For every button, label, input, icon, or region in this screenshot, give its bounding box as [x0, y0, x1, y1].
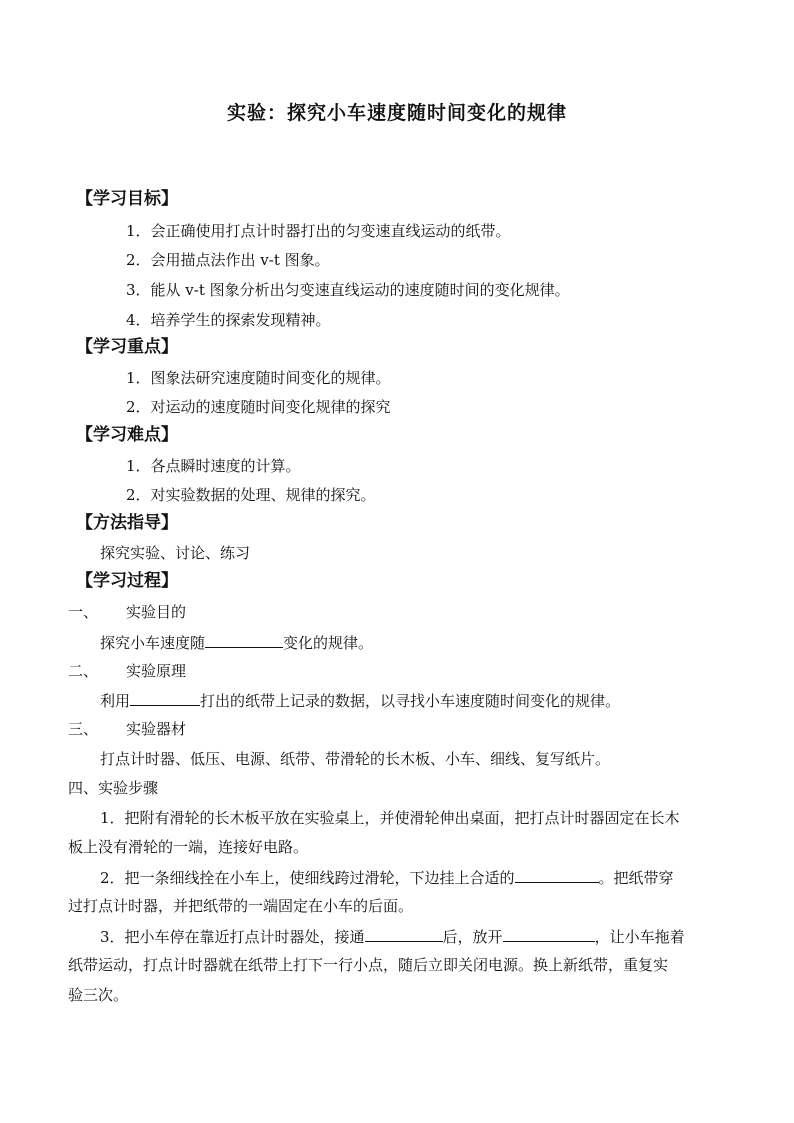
key-points-heading: 【学习重点】	[76, 337, 178, 357]
difficulty-item: 2．对实验数据的处理、规律的探究。	[126, 486, 376, 504]
step3-text-a: 3．把小车停在靠近打点计时器处，接通	[100, 928, 365, 946]
purpose-heading	[68, 601, 186, 623]
objective-item: 1．会正确使用打点计时器打出的匀变速直线运动的纸带。	[126, 222, 511, 240]
equipment-heading	[68, 718, 186, 740]
steps-heading: 四、实验步骤	[68, 779, 159, 797]
step3-line2: 纸带运动，打点计时器就在纸带上打下一行小点，随后立即关闭电源。换上新纸带，重复实	[68, 956, 669, 974]
difficulties-heading: 【学习难点】	[76, 425, 178, 445]
step2-line2: 过打点计时器，并把纸带的一端固定在小车的后面。	[68, 897, 414, 915]
purpose-text-after: 变化的规律。	[283, 634, 374, 652]
principle-heading	[68, 660, 186, 682]
principle-number: 二、	[68, 662, 99, 680]
principle-title: 实验原理	[126, 662, 187, 680]
step3-blank-release[interactable]	[503, 925, 595, 942]
step2-text-before: 2．把一条细线拴在小车上，使细线跨过滑轮，下边挂上合适的	[100, 869, 515, 887]
equipment-text: 打点计时器、低压、电源、纸带、带滑轮的长木板、小车、细线、复写纸片。	[100, 750, 611, 768]
method-text: 探究实验、讨论、练习	[100, 544, 251, 562]
step3-text-c: ，让小车拖着	[594, 928, 685, 946]
objective-item: 2．会用描点法作出 v-t 图象。	[126, 251, 330, 269]
principle-blank[interactable]	[130, 689, 200, 706]
step2-blank[interactable]	[515, 866, 599, 883]
step2-line1	[100, 866, 674, 889]
objectives-heading: 【学习目标】	[76, 189, 178, 209]
principle-text-after: 打出的纸带上记录的数据，以寻找小车速度随时间变化的规律。	[200, 692, 621, 710]
step1-line2: 板上没有滑轮的一端，连接好电路。	[68, 838, 309, 856]
step3-blank-power[interactable]	[365, 925, 443, 942]
step3-line1	[100, 925, 685, 948]
principle-text-before: 利用	[100, 692, 131, 710]
purpose-text	[100, 631, 373, 654]
step3-text-b: 后，放开	[442, 928, 503, 946]
purpose-number: 一、	[68, 603, 99, 621]
purpose-blank[interactable]	[205, 631, 283, 648]
method-heading: 【方法指导】	[76, 513, 178, 533]
step1-line1: 1．把附有滑轮的长木板平放在实验桌上，并使滑轮伸出桌面，把打点计时器固定在长木	[100, 809, 680, 827]
difficulty-item: 1．各点瞬时速度的计算。	[126, 457, 301, 475]
purpose-text-before: 探究小车速度随	[100, 634, 206, 652]
equipment-title: 实验器材	[126, 720, 187, 738]
step2-text-after: 。把纸带穿	[598, 869, 674, 887]
key-point-item: 1．图象法研究速度随时间变化的规律。	[126, 369, 391, 387]
purpose-title: 实验目的	[126, 603, 187, 621]
document-title: 实验：探究小车速度随时间变化的规律	[226, 102, 567, 124]
step3-line3: 验三次。	[68, 986, 129, 1004]
key-point-item: 2．对运动的速度随时间变化规律的探究	[126, 398, 391, 416]
objective-item: 3．能从 v-t 图象分析出匀变速直线运动的速度随时间的变化规律。	[126, 281, 570, 299]
principle-text	[100, 689, 620, 712]
process-heading: 【学习过程】	[76, 571, 178, 591]
equipment-number: 三、	[68, 720, 99, 738]
objective-item: 4．培养学生的探索发现精神。	[126, 311, 331, 329]
